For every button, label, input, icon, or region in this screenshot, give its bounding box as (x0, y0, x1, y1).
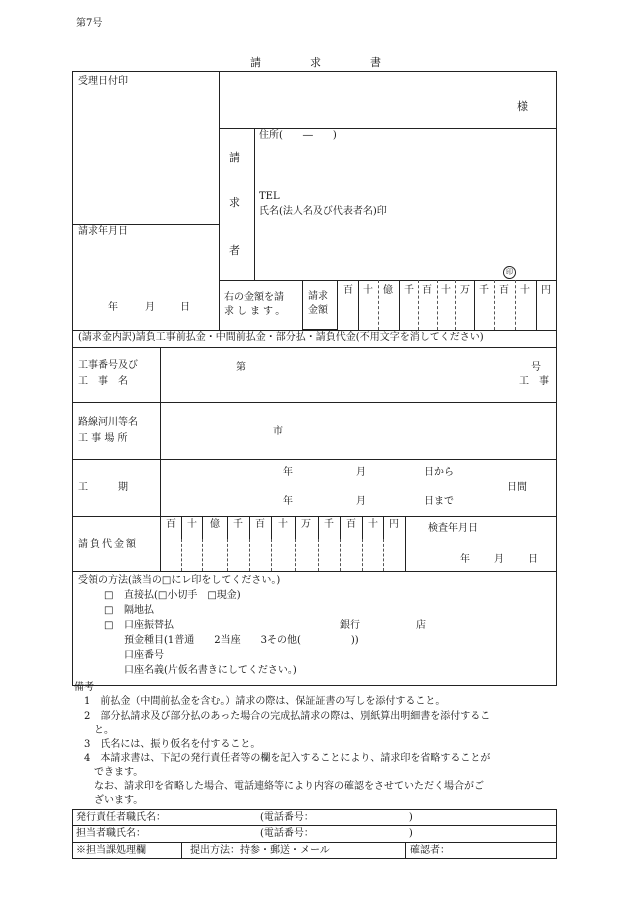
claim-breakdown: (請求金内訳)請負工事前払金・中間前払金・部分払・請負代金(不用文字を消してください) (78, 332, 484, 343)
claim-amount-label-2: 金額 (308, 305, 328, 316)
contract-amount-divider (249, 516, 250, 539)
note-item: と。 (84, 725, 114, 736)
confirmer-label: 確認者： (410, 845, 450, 856)
addressee-suffix: 様 (517, 100, 528, 113)
amount-unit: 百 (343, 285, 353, 296)
inspection-day: 日 (528, 554, 538, 565)
divider-breakdown-bottom (72, 347, 557, 348)
checkbox-transfer[interactable]: □ (104, 620, 114, 631)
contract-amount-unit: 十 (187, 519, 197, 530)
contract-amount-divider (340, 516, 341, 539)
form-number: 第7号 (76, 18, 103, 29)
remote-payment-label: 隔地払 (124, 605, 154, 616)
title-char-3: 書 (370, 56, 381, 69)
contract-amount-divider-dashed (202, 539, 203, 571)
contract-amount-divider-dashed (181, 539, 182, 571)
contract-amount-divider-dashed (318, 539, 319, 571)
amount-divider-dashed (418, 280, 419, 330)
claim-date-month: 月 (145, 302, 155, 313)
note-item: 3 氏名には、振り仮名を付すること。 (84, 739, 261, 750)
responsible-divider (72, 825, 557, 826)
divider-breakdown-top (72, 330, 557, 331)
contract-amount-divider (271, 516, 272, 539)
claimant-label-2: 求 (229, 196, 240, 209)
period-start-year: 年 (283, 467, 293, 478)
contract-amount-divider (318, 516, 319, 539)
contract-amount-label: 請負代金額 (78, 539, 138, 550)
amount-unit: 百 (422, 285, 432, 296)
contract-amount-divider-right (405, 516, 406, 571)
contract-amount-unit: 百 (346, 519, 356, 530)
amount-unit: 十 (363, 285, 373, 296)
responsible-divider (72, 842, 557, 843)
route-label-1: 路線河川等名 (78, 417, 138, 428)
amount-unit: 十 (520, 285, 530, 296)
contract-amount-divider-dashed (271, 539, 272, 571)
contract-amount-divider (181, 516, 182, 539)
deposit-type-label: 預金種目(1普通 2当座 3その他( )) (124, 635, 359, 646)
responsible-divider-v (405, 842, 406, 859)
contract-amount-divider-dashed (340, 539, 341, 571)
amount-divider-dashed (437, 280, 438, 330)
contract-amount-unit: 百 (255, 519, 265, 530)
note-item: 1 前払金（中間前払金を含む。）請求の際は、保証証書の写しを添付すること。 (84, 696, 446, 707)
note-item: 2 部分払請求及び部分払のあった場合の完成払請求の際は、別紙算出明細書を添付するこ (84, 711, 491, 722)
contract-amount-divider (295, 516, 296, 539)
period-start-month: 月 (356, 467, 366, 478)
account-number-label: 口座番号 (124, 650, 164, 661)
checkbox-remote[interactable]: □ (104, 605, 114, 616)
amount-divider (536, 280, 537, 330)
period-end-month: 月 (356, 496, 366, 507)
title-char-1: 請 (250, 56, 261, 69)
amount-divider-dashed (455, 280, 456, 330)
contract-amount-unit: 千 (324, 519, 334, 530)
amount-unit: 円 (541, 285, 551, 296)
work-number-suffix: 号 (531, 362, 541, 373)
title-char-2: 求 (310, 56, 321, 69)
divider-work (72, 402, 557, 403)
amount-unit: 千 (404, 285, 414, 296)
issuer-phone: (電話番号： ) (260, 812, 413, 823)
contract-amount-divider-dashed (362, 539, 363, 571)
contract-amount-unit: 百 (166, 519, 176, 530)
divider-period (72, 516, 557, 517)
divider-claim-date (72, 224, 219, 225)
work-number-label-1: 工事番号及び (78, 360, 138, 371)
claim-date-day: 日 (180, 302, 190, 313)
checkbox-direct[interactable]: □ (104, 590, 114, 601)
period-label: 工 期 (78, 482, 128, 493)
amount-divider (358, 280, 359, 330)
claimant-label-1: 請 (229, 151, 240, 164)
divider-left-column (219, 71, 220, 330)
bank-label: 銀行 (340, 620, 360, 631)
work-suffix: 工 事 (519, 376, 549, 387)
note-item: なお、請求印を省略した場合、電話連絡等により内容の確認をさせていただく場合がご (84, 781, 484, 792)
amount-unit: 億 (383, 285, 393, 296)
claimant-label-3: 者 (229, 244, 240, 257)
claim-date-year: 年 (108, 302, 118, 313)
work-number-prefix: 第 (236, 362, 246, 373)
claim-statement-1: 右の金額を請 (224, 292, 284, 303)
handler-phone: (電話番号： ) (260, 828, 413, 839)
period-end-day: 日まで (424, 496, 454, 507)
seal-mark: 印 (503, 266, 516, 279)
city-label: 市 (273, 426, 283, 437)
address-label: 住所( ― ) (259, 130, 337, 141)
contract-amount-unit: 十 (368, 519, 378, 530)
contract-amount-divider-dashed (295, 539, 296, 571)
amount-divider-dashed (494, 280, 495, 330)
amount-divider-dashed (378, 280, 379, 330)
amount-unit: 万 (460, 285, 470, 296)
amount-divider (399, 280, 400, 330)
contract-amount-divider (362, 516, 363, 539)
receipt-method-heading: 受領の方法(該当の□にレ印をしてください。) (78, 575, 281, 586)
inspection-month: 月 (494, 554, 504, 565)
contract-amount-unit: 円 (389, 519, 399, 530)
contract-amount-divider-dashed (249, 539, 250, 571)
notes-heading: 備考 (74, 682, 94, 693)
contract-amount-divider (202, 516, 203, 539)
contract-amount-unit: 万 (301, 519, 311, 530)
period-start-day: 日から (424, 467, 454, 478)
work-number-label-2: 工 事 名 (78, 376, 128, 387)
name-label: 氏名(法人名及び代表者名)印 (259, 206, 387, 217)
period-end-year: 年 (283, 496, 293, 507)
divider-claimant-label (254, 128, 255, 280)
claim-amount-label-1: 請求 (308, 291, 328, 302)
claim-date-label: 請求年月日 (78, 226, 128, 237)
inspection-year: 年 (460, 554, 470, 565)
direct-payment-label: 直接払(□小切手 □現金) (124, 590, 241, 601)
divider-amount-row (219, 280, 557, 281)
handler-label: 担当者職氏名： (76, 828, 146, 839)
contract-amount-divider-dashed (383, 539, 384, 571)
amount-divider-dashed (515, 280, 516, 330)
amount-unit: 千 (479, 285, 489, 296)
tel-label: TEL (259, 191, 280, 202)
contract-amount-divider-dashed (227, 539, 228, 571)
contract-amount-divider (383, 516, 384, 539)
amount-divider (474, 280, 475, 330)
account-name-label: 口座名義(片仮名書きにしてください。) (124, 665, 297, 676)
submission-method: 提出方法：持参・郵送・メール (190, 845, 330, 856)
contract-amount-unit: 億 (210, 519, 220, 530)
route-label-2: 工 事 場 所 (78, 433, 128, 444)
issuer-label: 発行責任者職氏名： (76, 812, 166, 823)
divider-addressee (219, 128, 557, 129)
responsible-divider-v (181, 842, 182, 859)
note-item: できます。 (84, 767, 144, 778)
contract-amount-divider (227, 516, 228, 539)
amount-unit: 百 (499, 285, 509, 296)
reception-date-stamp-label: 受理日付印 (78, 76, 128, 87)
inspection-date-label: 検査年月日 (428, 523, 478, 534)
divider-amount (72, 571, 557, 572)
claim-statement-2: 求します。 (224, 306, 289, 317)
transfer-payment-label: 口座振替払 (124, 620, 174, 631)
period-days: 日間 (507, 482, 527, 493)
note-item: 4 本請求書は、下記の発行責任者等の欄を記入することにより、請求印を省略することが (84, 753, 491, 764)
contract-amount-unit: 千 (233, 519, 243, 530)
amount-unit: 十 (441, 285, 451, 296)
branch-label: 店 (416, 620, 426, 631)
office-processing-label: ※担当課処理欄 (76, 845, 146, 856)
note-item: ざいます。 (84, 795, 144, 806)
divider-route (72, 459, 557, 460)
contract-amount-unit: 十 (278, 519, 288, 530)
